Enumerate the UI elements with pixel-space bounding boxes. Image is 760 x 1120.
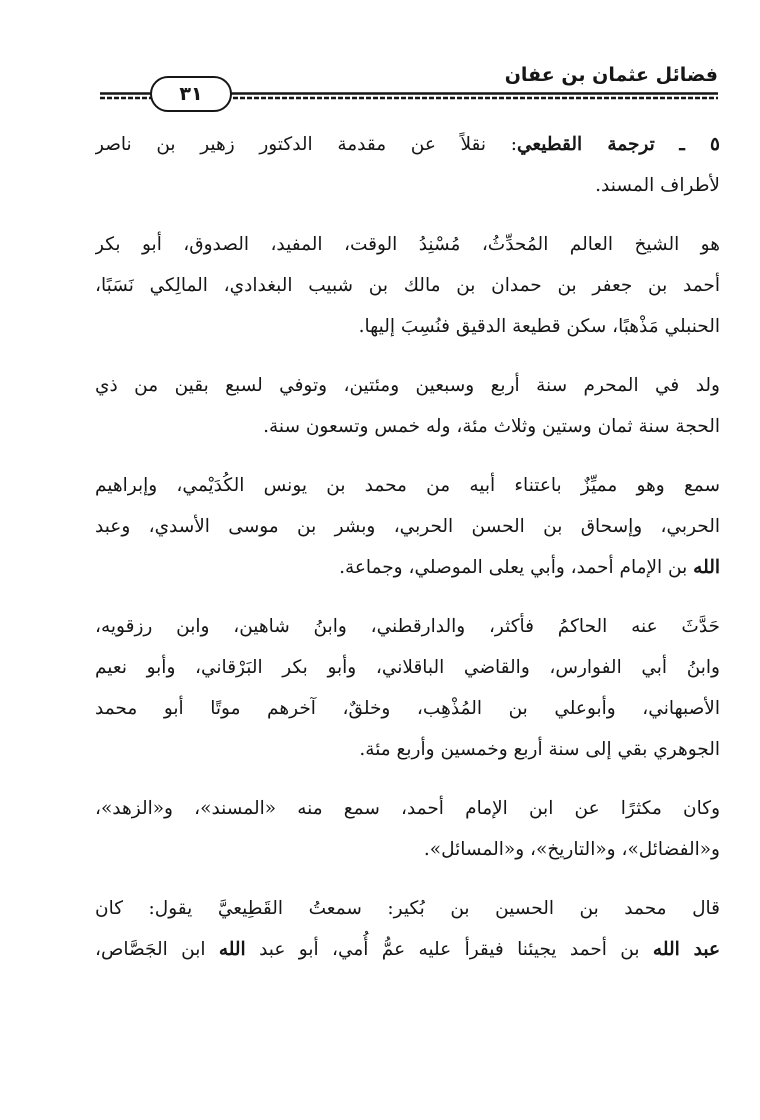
text-line: أحمد بن جعفر بن حمدان بن مالك بن شبيب البغدادي، المالِكي نَسَبًا، bbox=[95, 275, 720, 296]
text-line: الأصبهاني، وأبوعلي بن المُذْهِب، وخلقٌ، آخرهم موتًا أبو محمد bbox=[95, 698, 720, 719]
text-line: الحجة سنة ثمان وستين وثلاث مئة، وله خمس وتسعون سنة. bbox=[263, 416, 720, 437]
running-header bbox=[100, 62, 718, 110]
line-text: بن الإمام أحمد، وأبي يعلى الموصلي، وجماعة. bbox=[339, 557, 694, 578]
line-text: ابن الجَصَّاص، bbox=[95, 939, 219, 960]
book-title: فضائل عثمان بن عفان bbox=[504, 64, 718, 86]
paragraph-6 bbox=[95, 788, 720, 870]
paragraph-1 bbox=[95, 124, 720, 206]
paragraph-7 bbox=[95, 888, 720, 970]
text-line: حَدَّثَ عنه الحاكمُ فأكثر، والدارقطني، وابنُ شاهين، وابن رزقويه، bbox=[95, 616, 720, 637]
text-line bbox=[95, 547, 720, 588]
text-line: هو الشيخ العالم المُحدِّثُ، مُسْنِدُ الوقت، المفيد، الصدوق، أبو بكر bbox=[95, 234, 720, 255]
text-line: قال محمد بن الحسين بن بُكير: سمعتُ القَطِيعيَّ يقول: كان bbox=[95, 898, 720, 919]
text-line: الجوهري بقي إلى سنة أربع وخمسين وأربع مئة. bbox=[359, 739, 720, 760]
line-text: بن أحمد يجيئنا فيقرأ عليه عمُّ أُمي، أبو عبد bbox=[245, 939, 653, 960]
page-number: ٣١ bbox=[150, 76, 232, 112]
text-line bbox=[95, 929, 720, 970]
text-line: ولد في المحرم سنة أربع وسبعين ومئتين، وتوفي لسبع بقين من ذي bbox=[95, 375, 720, 396]
text-line: وكان مكثرًا عن ابن الإمام أحمد، سمع منه «المسند»، و«الزهد»، bbox=[95, 798, 720, 819]
line-text: : نقلاً عن مقدمة الدكتور زهير بن ناصر bbox=[95, 134, 517, 155]
paragraph-4 bbox=[95, 465, 720, 588]
text-line: سمع وهو مميِّزٌ باعتناء أبيه من محمد بن يونس الكُدَيْمي، وإبراهيم bbox=[95, 475, 720, 496]
text-line bbox=[95, 124, 720, 165]
body-text bbox=[95, 124, 720, 988]
paragraph-2 bbox=[95, 224, 720, 347]
bold-word: الله bbox=[693, 557, 720, 578]
bold-word: عبد الله bbox=[652, 939, 720, 960]
text-line: الحنبلي مَذْهبًا، سكن قطيعة الدقيق فنُسِبَ إليها. bbox=[358, 316, 720, 337]
paragraph-5 bbox=[95, 606, 720, 770]
bold-word: الله bbox=[218, 939, 246, 960]
item-number: ٥ ـ bbox=[679, 134, 720, 155]
text-line: وابنُ أبي الفوارس، والقاضي الباقلاني، وأبو بكر البَرْقاني، وأبو نعيم bbox=[95, 657, 720, 678]
paragraph-3 bbox=[95, 365, 720, 447]
text-line: الحربي، وإسحاق بن الحسن الحربي، وبشر بن موسى الأسدي، وعبد bbox=[95, 516, 720, 537]
section-heading: ترجمة القطيعي bbox=[516, 134, 655, 155]
text-line: لأطراف المسند. bbox=[595, 175, 720, 196]
text-line: و«الفضائل»، و«التاريخ»، و«المسائل». bbox=[423, 839, 720, 860]
